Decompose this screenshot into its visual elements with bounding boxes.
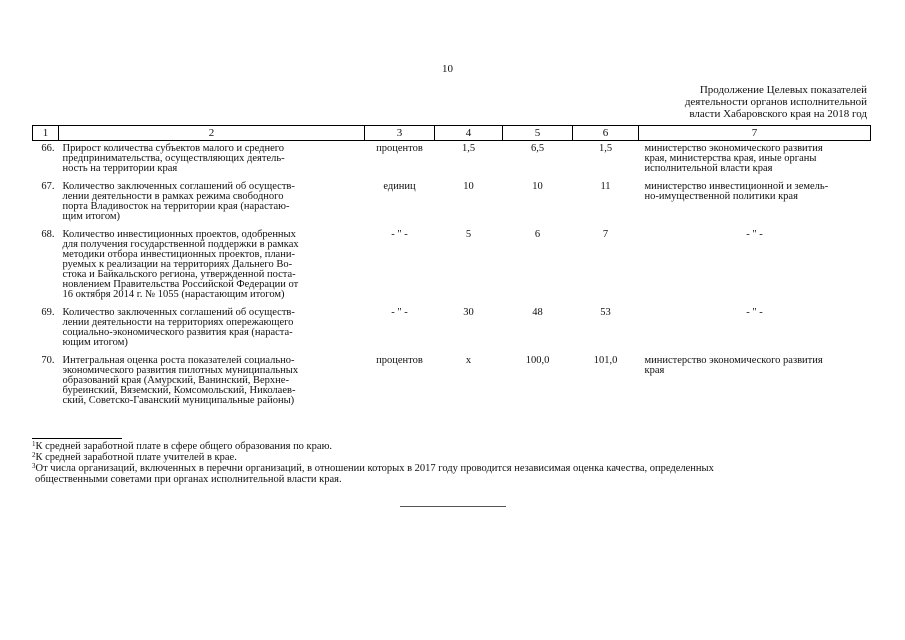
table-row [33, 174, 871, 222]
indicator-name-line: методики отбора инвестиционных проектов, плани- [62, 249, 295, 260]
unit-cell: процентов [376, 355, 423, 366]
footnote-text: К средней заработной плате учителей в крае. [35, 452, 237, 463]
page-number: 10 [442, 63, 453, 75]
responsible-line: министерство инвестиционной и земель- [644, 181, 829, 192]
indicator-name-line: ющим итогом) [62, 337, 128, 348]
value-cell: 11 [600, 181, 611, 192]
indicator-name-line: ский, Советско-Гаванский муниципальные районы) [62, 395, 295, 406]
value-cell: 5 [465, 229, 472, 240]
row-number: 68. [41, 229, 55, 240]
footnote [32, 463, 872, 485]
column-header: 6 [573, 126, 639, 141]
value-cell: 101,0 [593, 355, 618, 366]
responsible-cell [639, 174, 871, 222]
indicator-name-line: для получения государственной поддержки в рамках [62, 239, 299, 250]
value-cell: 6,5 [530, 143, 545, 154]
footnote [32, 452, 872, 463]
indicator-name-line: порта Владивосток на территории края (нарастаю- [62, 201, 290, 212]
table-row [33, 300, 871, 348]
value-cell: 100,0 [525, 355, 550, 366]
responsible-line: - " - [746, 229, 763, 240]
indicator-name [59, 222, 365, 300]
footnote-text: общественными советами при органах исполнительной власти края. [35, 474, 342, 485]
indicator-name-line: буреинский, Вяземский, Комсомольский, Николаев- [62, 385, 296, 396]
indicator-name [59, 300, 365, 348]
value-cell: 30 [463, 307, 474, 318]
indicator-name-line: предпринимательства, осуществляющих деятель- [62, 153, 285, 164]
row-number: 69. [41, 307, 55, 318]
column-header: 7 [639, 126, 871, 141]
indicator-name [59, 141, 365, 175]
continuation-title [607, 84, 867, 120]
indicator-name-line: образований края (Амурский, Ванинский, Верхне- [62, 375, 289, 386]
value-cell: 1,5 [461, 143, 476, 154]
value-cell: 1,5 [598, 143, 613, 154]
indicator-name-line: Интегральная оценка роста показателей социально- [62, 355, 295, 366]
column-header: 5 [503, 126, 573, 141]
indicator-name-line: руемых к реализации на территориях Дальнего Во- [62, 259, 293, 270]
responsible-line: министерство экономического развития [644, 355, 823, 366]
column-header: 4 [435, 126, 503, 141]
indicators-table [32, 125, 871, 406]
footnote-text: К средней заработной плате в сфере общего образования по краю. [35, 441, 333, 452]
footnote-text: От числа организаций, включенных в перечни организаций, в отношении которых в 2017 году проводится независимая оценка качества, определенных [35, 463, 714, 474]
value-cell: 48 [532, 307, 543, 318]
indicator-name-line: лении деятельности на территориях опережающего [62, 317, 294, 328]
column-header: 3 [365, 126, 435, 141]
end-divider [400, 506, 506, 507]
unit-cell: единиц [383, 181, 416, 192]
value-cell: х [465, 355, 472, 366]
footnotes [32, 441, 872, 485]
value-cell: 10 [532, 181, 543, 192]
value-cell: 7 [602, 229, 609, 240]
unit-cell: - " - [391, 229, 408, 240]
responsible-cell [639, 300, 871, 348]
responsible-cell [639, 348, 871, 406]
row-number: 70. [41, 355, 55, 366]
responsible-line: края [644, 365, 665, 376]
footnote [32, 441, 872, 452]
indicator-name-line: лении деятельности в рамках режима свободного [62, 191, 284, 202]
responsible-cell [639, 141, 871, 175]
table-row [33, 141, 871, 175]
indicator-name-line: 16 октября 2014 г. № 1055 (нарастающим итогом) [62, 289, 285, 300]
responsible-line: - " - [746, 307, 763, 318]
footnote-divider [32, 438, 122, 439]
value-cell: 53 [600, 307, 611, 318]
continuation-line: деятельности органов исполнительной [684, 96, 867, 108]
responsible-cell [639, 222, 871, 300]
indicator-name-line: стока и Байкальского региона, утвержденной поста- [62, 269, 296, 280]
indicator-name [59, 174, 365, 222]
continuation-line: Продолжение Целевых показателей [699, 84, 867, 96]
footnote-mark: 2 [32, 451, 36, 459]
footnote-mark: 1 [32, 440, 36, 448]
indicator-name [59, 348, 365, 406]
indicator-name-line: социально-экономического развития края (нараста- [62, 327, 293, 338]
continuation-line: власти Хабаровского края на 2018 год [689, 108, 867, 120]
table-row [33, 348, 871, 406]
row-number: 66. [41, 143, 55, 154]
footnote-mark: 3 [32, 462, 36, 470]
column-header: 1 [33, 126, 59, 141]
indicator-name-line: Количество заключенных соглашений об осуществ- [62, 307, 295, 318]
indicator-name-line: Количество инвестиционных проектов, одобренных [62, 229, 296, 240]
responsible-line: исполнительной власти края [644, 163, 773, 174]
value-cell: 6 [534, 229, 541, 240]
table-header-row [33, 126, 871, 141]
indicator-name-line: щим итогом) [62, 211, 121, 222]
column-header: 2 [59, 126, 365, 141]
table-row [33, 222, 871, 300]
indicator-name-line: ность на территории края [62, 163, 178, 174]
indicator-name-line: Количество заключенных соглашений об осуществ- [62, 181, 295, 192]
responsible-line: но-имущественной политики края [644, 191, 798, 202]
responsible-line: министерство экономического развития [644, 143, 823, 154]
responsible-line: края, министерства края, иные органы [644, 153, 817, 164]
unit-cell: процентов [376, 143, 423, 154]
unit-cell: - " - [391, 307, 408, 318]
value-cell: 10 [463, 181, 474, 192]
indicator-name-line: новлением Правительства Российской Федерации от [62, 279, 299, 290]
row-number: 67. [41, 181, 55, 192]
indicator-name-line: Прирост количества субъектов малого и среднего [62, 143, 285, 154]
indicator-name-line: экономического развития пилотных муниципальных [62, 365, 299, 376]
